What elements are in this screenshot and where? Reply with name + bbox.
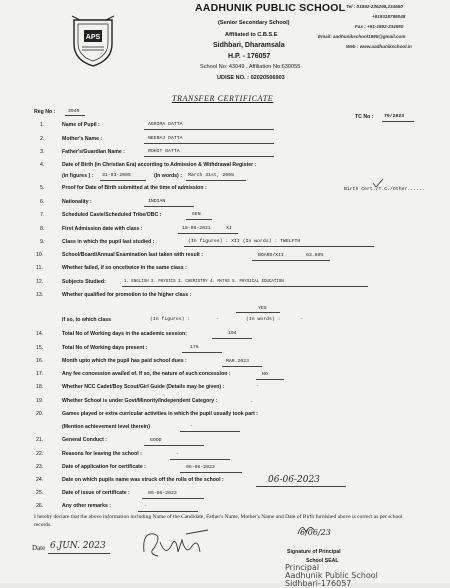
board-result: 63.60% (306, 253, 324, 258)
school-place: Sidhbari, Dharamsala (213, 42, 285, 49)
field-5-num: 5. (40, 185, 45, 191)
field-12-num: 12. (36, 279, 44, 285)
field-8-num: 8. (40, 226, 45, 232)
date-value: 6.JUN. 2023 (50, 541, 106, 551)
subjects: 1. ENGLISH 2. PHYSICS 3. CHEMISTRY 4. MATHS 5. PHYSICAL EDUCATION (124, 280, 284, 284)
declaration-text: I hereby declare that the above information including Name of the Candidate, Father's Name, Mother's Name and Date of Birth furnished above is correct as per school records. (34, 514, 403, 528)
pupil-name: AGRIMA DATTA (148, 122, 183, 127)
field-13-label: Whether qualified for promotion to the higher class : (62, 292, 192, 298)
field-18-label: Whether NCC Cadet/Boy Scout/Girl Guide (Details may be given) : (62, 384, 225, 390)
school-logo (70, 14, 116, 68)
admission-date: 18-08-2021 (182, 226, 211, 231)
mother-name: NEERAJ DATTA (148, 136, 183, 141)
field-16-label: Month upto which the pupil has paid school dues : (62, 358, 187, 364)
field-17-num: 17. (36, 371, 44, 377)
email: Email: aadhunikschool1995@gmail.com (318, 34, 406, 39)
if-so-words: - (300, 317, 303, 322)
website: Web : www.aadhunikschool.in (346, 44, 412, 49)
signature-icon (138, 522, 218, 566)
fax: Fax : +91-1892-234550 (355, 24, 404, 29)
admission-class: XI (226, 226, 232, 231)
field-22-label: Reasons for leaving the school : (62, 451, 142, 457)
field-10-label: School/Board/Annual Examination last taken with result : (62, 252, 203, 258)
field-13-num: 13. (36, 292, 44, 298)
mobile: +919318795048 (372, 14, 406, 19)
general-conduct: GOOD (150, 438, 162, 443)
field-6-label: Nationality : (62, 199, 92, 205)
field-14-label: Total No of Working days in the academic session: (62, 331, 187, 337)
field-26-label: Any other remarks : (62, 503, 112, 509)
field-1-label: Name of Pupil : (62, 122, 100, 128)
school-affiliation: Affiliated to C.B.S.E (225, 32, 278, 38)
field-5-label: Proof for Date of Birth submitted at the time of admission : (62, 185, 207, 191)
reg-no-label: Reg No : (34, 109, 56, 115)
principal-initials-icon (296, 520, 316, 538)
field-7-num: 7. (40, 212, 45, 218)
school-pin: H.P. - 176057 (228, 53, 271, 60)
tc-no-value: 79/2023 (384, 114, 405, 119)
checkmark-icon (372, 178, 384, 188)
document-title: TRANSFER CERTIFICATE (172, 94, 274, 103)
udise-number: UDISE NO. : 02020506903 (217, 75, 285, 81)
reg-no-value: 3949 (68, 109, 80, 114)
signature-label: Signature of Principal (287, 549, 341, 555)
field-25-label: Date of issue of certificate : (62, 490, 130, 496)
field-8-label: First Admission date with class : (62, 226, 143, 232)
field-24-label: Date on which pupils name was struck off the rolls of the school : (62, 477, 224, 483)
school-number: School No: 43049 , Affiliation No:630055 (200, 64, 301, 70)
fee-concession: NO (262, 372, 268, 377)
field-10-num: 10. (36, 252, 44, 258)
dob-figures: 31-03-2005 (102, 173, 131, 178)
field-20-label: Games played or extra curricular activities in which the pupil usually took part : (62, 411, 259, 417)
field-15-label: Total No of Working days present : (62, 345, 148, 351)
dob-figures-label: (in figures ) : (62, 173, 94, 179)
dues-paid: MAR.2023 (226, 359, 250, 364)
games-value: - (190, 424, 193, 429)
field-12-label: Subjects Studied: (62, 279, 106, 285)
achievement-note: (Mention achievement level therein) (62, 424, 150, 430)
field-26-num: 26. (36, 503, 44, 509)
days-present: 176 (190, 345, 199, 350)
dob-words-label: (In words) : (154, 173, 182, 179)
field-19-label: Whether School is under Govt/Minority/Independent Category : (62, 398, 218, 404)
field-11-label: Whether failed, if so once/twice in the same class : (62, 265, 187, 271)
field-9-label: Class in which the pupil last studied : (62, 239, 155, 245)
field-22-num: 22. (36, 451, 44, 457)
struck-off-date: 06-06-2023 (268, 475, 320, 485)
board-exam: BOARD/XII (258, 253, 284, 258)
field-3-label: Father's/Guardian Name : (62, 149, 125, 155)
field-21-num: 21. (36, 437, 44, 443)
father-name: ROHIT DATTA (148, 149, 180, 154)
principal-date: 6/06/23 (300, 528, 331, 537)
leaving-reason: - (176, 452, 179, 457)
field-2-label: Mother's Name : (62, 136, 103, 142)
field-18-num: 18. (36, 384, 44, 390)
dob-words: March 31st, 2005 (188, 173, 235, 178)
seal-line-2: Aadhunik Public School (285, 571, 378, 580)
field-19-num: 19. (36, 398, 44, 404)
field-2-num: 2. (40, 136, 45, 142)
field-11-num: 11. (36, 265, 43, 271)
seal-line-1: Principal (285, 563, 320, 572)
if-so-class-label: If so, to which class (62, 317, 112, 323)
field-21-label: General Conduct : (62, 437, 107, 443)
field-9-num: 9. (40, 239, 45, 245)
field-24-num: 24. (36, 477, 44, 483)
svg-text:APS: APS (85, 34, 101, 41)
field-17-label: Any fee concession availed of. If so, the nature of such concession : (62, 371, 231, 377)
school-category: - (250, 400, 253, 405)
field-6-num: 6. (40, 199, 45, 205)
field-16-num: 16. (36, 358, 44, 364)
field-7-label: Scheduled Caste/Scheduled Tribe/OBC : (62, 212, 162, 218)
seal-line-3: Sidhbari-176057 (285, 579, 352, 588)
field-4-label: Date of Birth (in Christian Era) according to Admission & Withdrawal Register : (62, 162, 257, 168)
if-so-figures: - (216, 317, 219, 322)
field-4-num: 4. (40, 162, 45, 168)
nationality: INDIAN (148, 199, 166, 204)
field-14-num: 14. (36, 331, 44, 337)
promotion: YES (258, 306, 267, 311)
application-date: 06-06-2023 (186, 465, 215, 470)
field-23-label: Date of application for certificate : (62, 464, 146, 470)
category: GEN (192, 212, 201, 217)
date-label: Date (32, 544, 46, 552)
field-1-num: 1. (40, 122, 45, 128)
field-15-num: 15. (36, 345, 44, 351)
working-days: 194 (228, 331, 237, 336)
last-class: (In figures) : XII (In words) : TWELFTH (188, 239, 301, 244)
field-25-num: 25. (36, 490, 44, 496)
field-20-num: 20. (36, 411, 44, 417)
school-name: AADHUNIK PUBLIC SCHOOL (195, 2, 346, 14)
seal-label: School SEAL (306, 558, 339, 564)
tc-no-label: TC No : (355, 114, 374, 120)
ncc-details: - (256, 384, 259, 389)
field-23-num: 23. (36, 464, 44, 470)
school-type: (Senior Secondary School) (218, 20, 290, 26)
issue-date: 06-06-2023 (148, 491, 177, 496)
if-so-figures-label: (In figures) : (150, 317, 191, 322)
if-so-words-label: (In words) : (246, 317, 281, 322)
telephone: Tel : 01892-236298,234550 (346, 4, 403, 9)
field-3-num: 3. (40, 149, 45, 155)
dob-proof: Birth Cert./T.C./Other...... (344, 187, 425, 192)
other-remarks: - (144, 504, 147, 509)
